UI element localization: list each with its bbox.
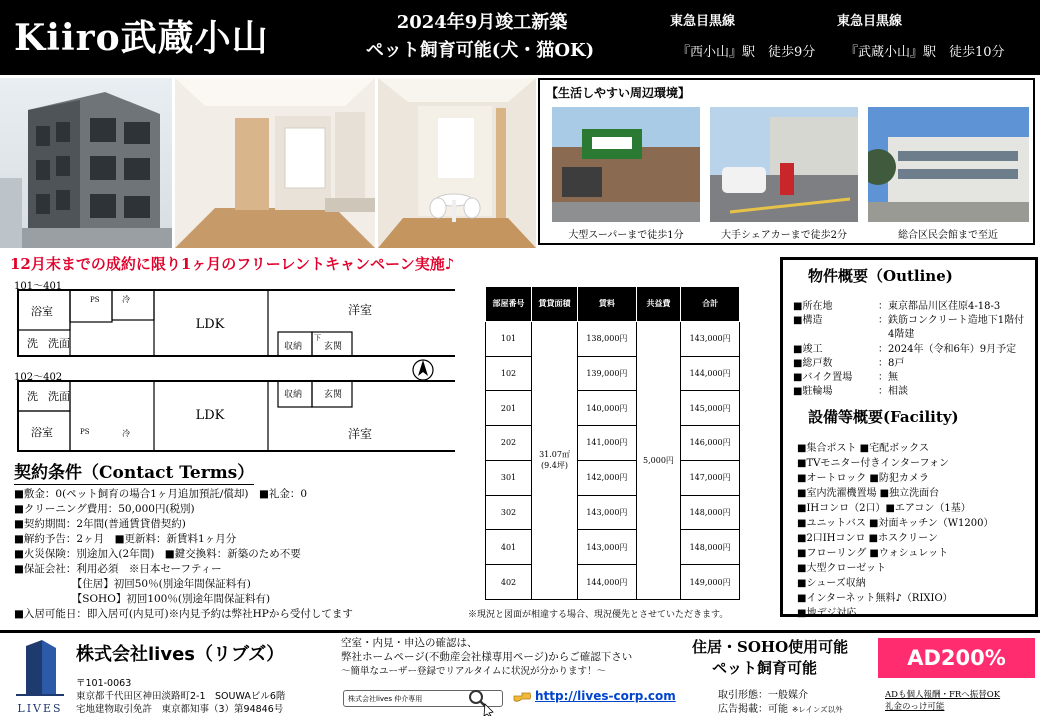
fp2-wash: 洗面 (48, 390, 70, 403)
table-row (486, 356, 740, 391)
facility-item: ■フローリング ■ウォシュレット (797, 548, 949, 559)
property-name: Kiiro武蔵小山 (14, 17, 269, 59)
contract-line: ■火災保険：別途加入(2年間) ■鍵交換料：新築のため不要 (14, 548, 301, 560)
outline-label: ■バイク置場 (793, 372, 853, 383)
outline-label: ■構造 (793, 315, 823, 326)
fp2-storage: 収納 (284, 390, 303, 400)
contract-line: ■クリーニング費用：50,000円(税別) (14, 503, 195, 515)
rent-value: 138,000円 (578, 321, 637, 356)
total-value: 149,000円 (681, 565, 740, 600)
contract-heading: 契約条件（Contact Terms） (14, 458, 254, 485)
ad-note-2: 礼金のっけ可能 (885, 702, 945, 712)
fp1-ps: PS (90, 296, 100, 304)
lives-logo (12, 638, 68, 716)
facility-item: ■シューズ収納 (797, 578, 866, 589)
pointing-hand-icon (512, 687, 532, 705)
rent-table (485, 286, 740, 600)
completion-date: 2024年9月竣工新築 (396, 12, 568, 33)
floorplan-1-label: 101〜401 (14, 281, 63, 292)
fp1-ldk: LDK (195, 317, 225, 332)
col-common-fee: 共益費 (636, 287, 681, 322)
total-value: 148,000円 (681, 530, 740, 565)
col-area: 賃貸面積 (532, 287, 578, 322)
contract-line: ■敷金：0(ペット飼育の場合1ヶ月追加預託/償却) ■礼金：0 (14, 488, 308, 500)
fp1-shoes: 下 (314, 334, 321, 342)
facility-item: ■IHコンロ（2口）■エアコン（1基） (797, 503, 971, 514)
pets-allowed: ペット飼育可能(犬・猫OK) (365, 40, 595, 61)
caption-supermarket: 大型スーパーまで徒歩1分 (568, 230, 684, 241)
fp1-wash: 洗面 (48, 337, 70, 350)
table-row (486, 530, 740, 565)
interior-photo-living (378, 78, 536, 248)
ad-terms (718, 700, 843, 715)
interior-photo-kitchen (175, 78, 375, 248)
caption-car-share: 大手シェアカーまで徒歩2分 (720, 230, 848, 241)
fp1-wash-machine: 洗 (27, 337, 38, 350)
outline-value: ：鉄筋コンクリート造地下1階付 (878, 315, 1025, 326)
room-number: 102 (486, 356, 532, 391)
surroundings-heading: 【生活しやすい周辺環境】 (546, 86, 691, 100)
rent-value: 144,000円 (578, 565, 637, 600)
company-website-link[interactable]: http://lives-corp.com (535, 689, 676, 703)
fp2-ldk: LDK (195, 408, 225, 423)
supermarket-photo (552, 107, 700, 222)
room-number: 402 (486, 565, 532, 600)
contract-terms (14, 458, 454, 620)
total-value: 146,000円 (681, 426, 740, 461)
room-number: 301 (486, 460, 532, 495)
room-number: 401 (486, 530, 532, 565)
usage-residential-soho: 住居・SOHO使用可能 (692, 638, 849, 656)
floorplans-drawing (10, 286, 455, 456)
outline-value: ：東京都品川区荏原4-18-3 (878, 301, 1001, 312)
total-value: 143,000円 (681, 321, 740, 356)
table-note: ※現況と図面が相違する場合、現況優先とさせていただきます。 (468, 610, 729, 620)
rent-value: 140,000円 (578, 391, 637, 426)
fp2-fridge: 冷 (122, 429, 130, 438)
search-text: 株式会社lives 仲介専用 (348, 695, 423, 703)
footer-message-3: ～簡単なユーザー登録でリアルタイムに状況が分かります！～ (341, 666, 607, 677)
contract-line: ■入居可能日：即入居可(内見可)※内見予約は弊社HPから受付してます (14, 608, 353, 620)
contract-line: 【住居】初回50％(別途年間保証料有) (14, 578, 251, 590)
search-icon[interactable] (465, 686, 495, 716)
contract-line: ■保証会社：利用必須 ※日本セーフティー (14, 563, 222, 575)
fp1-bath: 浴室 (31, 305, 53, 318)
logo-text: LIVES (17, 702, 63, 715)
contract-line: ■契約期間：2年間(普通賃貸借契約) (14, 518, 186, 530)
fp2-ps: PS (80, 428, 90, 436)
facility-item: ■集合ポスト ■宅配ボックス (797, 443, 929, 454)
deal-type: 取引形態：一般媒介 (718, 690, 808, 701)
ad-terms-text: 広告掲載：可能 (718, 704, 788, 715)
table-row (486, 460, 740, 495)
table-row (486, 565, 740, 600)
fp2-wash-machine: 洗 (27, 390, 38, 403)
table-row (486, 391, 740, 426)
outline-value: ：相談 (878, 386, 908, 397)
fp1-western: 洋室 (347, 303, 373, 317)
car-share-photo (710, 107, 858, 222)
ad-note-1: ADも個人報酬・FRへ振替OK (885, 690, 1001, 700)
outline-label: ■駐輪場 (793, 386, 833, 397)
col-total: 合計 (681, 287, 740, 322)
floorplan-2-label: 102〜402 (14, 372, 63, 383)
outline-value: 4階建 (878, 329, 915, 340)
header-bar (0, 0, 1040, 75)
building-exterior-photo (0, 78, 172, 248)
facility-item: ■2口IHコンロ ■ホスクリーン (797, 533, 938, 544)
community-hall-photo (868, 107, 1029, 222)
table-row (486, 426, 740, 461)
facility-item: ■オートロック ■防犯カメラ (797, 473, 929, 484)
fp1-storage: 収納 (284, 342, 303, 352)
total-value: 144,000円 (681, 356, 740, 391)
rent-value: 141,000円 (578, 426, 637, 461)
outline-label: ■総戸数 (793, 358, 833, 369)
col-rent: 賃料 (578, 287, 637, 322)
fp1-entrance: 玄関 (324, 342, 343, 352)
total-value: 148,000円 (681, 495, 740, 530)
common-fee-value: 5,000円 (636, 321, 681, 599)
area-value: 31.07㎡ (539, 450, 570, 460)
rent-value: 143,000円 (578, 530, 637, 565)
room-number: 202 (486, 426, 532, 461)
outline-value: ：2024年（令和6年）9月予定 (878, 344, 1017, 355)
ad-badge: AD200% (878, 638, 1035, 678)
train-line-2: 東急目黒線 (837, 14, 903, 29)
facility-item: ■室内洗濯機置場 ■独立洗面台 (797, 488, 940, 499)
ad-terms-note: ※レインズ以外 (792, 705, 843, 714)
room-number: 201 (486, 391, 532, 426)
fp2-western: 洋室 (347, 427, 373, 441)
outline-label: ■竣工 (793, 344, 823, 355)
facility-item: ■TVモニター付きインターフォン (797, 458, 949, 469)
total-value: 145,000円 (681, 391, 740, 426)
facility-item: ■インターネット無料♪（RIXIO） (797, 593, 953, 604)
facility-heading: 設備等概要(Facility) (808, 408, 959, 426)
company-license: 宅地建物取引免許 東京都知事（3）第94846号 (76, 704, 284, 715)
contract-line: ■解約予告：2ヶ月 ■更新料：新賃料1ヶ月分 (14, 533, 237, 545)
outline-label: ■所在地 (793, 301, 833, 312)
caption-community-hall: 総合区民会館まで至近 (898, 230, 998, 241)
company-name: 株式会社lives（リブズ） (76, 644, 285, 665)
facility-item: ■ユニットバス ■対面キッチン（W1200） (797, 518, 994, 529)
outline-value: ：無 (878, 372, 898, 383)
usage-pets: ペット飼育可能 (712, 659, 818, 677)
property-outline-box (780, 257, 1038, 617)
rent-value: 143,000円 (578, 495, 637, 530)
free-rent-banner: 12月末までの成約に限り1ヶ月のフリーレントキャンペーン実施♪ (10, 255, 455, 273)
rent-value: 139,000円 (578, 356, 637, 391)
table-row (486, 321, 740, 356)
room-number: 302 (486, 495, 532, 530)
station-2: 『武蔵小山』駅 徒歩10分 (845, 45, 1005, 60)
company-zip: 〒101-0063 (76, 678, 132, 689)
footer-message-2: 弊社ホームページ(不動産会社様専用ページ)からご確認下さい (341, 651, 633, 663)
total-value: 147,000円 (681, 460, 740, 495)
station-1: 『西小山』駅 徒歩9分 (677, 45, 816, 60)
footer-message-1: 空室・内見・申込の確認は、 (341, 637, 478, 649)
facility-item: ■大型クローゼット (797, 563, 887, 574)
facility-item: ■地デジ対応 (797, 608, 857, 619)
contract-line: 【SOHO】初回100％(別途年間保証料有) (14, 593, 271, 605)
fp2-entrance: 玄関 (324, 390, 343, 400)
footer-divider (0, 630, 1040, 633)
table-row (486, 495, 740, 530)
outline-value: ：8戸 (878, 358, 905, 369)
area-cell (532, 321, 578, 599)
fp1-fridge: 冷 (122, 295, 130, 304)
outline-heading: 物件概要（Outline) (808, 267, 953, 285)
train-line-1: 東急目黒線 (670, 14, 736, 29)
col-room: 部屋番号 (486, 287, 532, 322)
surroundings-panel (538, 78, 1035, 245)
rent-value: 142,000円 (578, 460, 637, 495)
company-address: 東京都千代田区神田淡路町2-1 SOUWAビル6階 (76, 691, 286, 702)
fp2-bath: 浴室 (31, 426, 53, 439)
area-tsubo: (9.4坪) (541, 461, 568, 471)
room-number: 101 (486, 321, 532, 356)
